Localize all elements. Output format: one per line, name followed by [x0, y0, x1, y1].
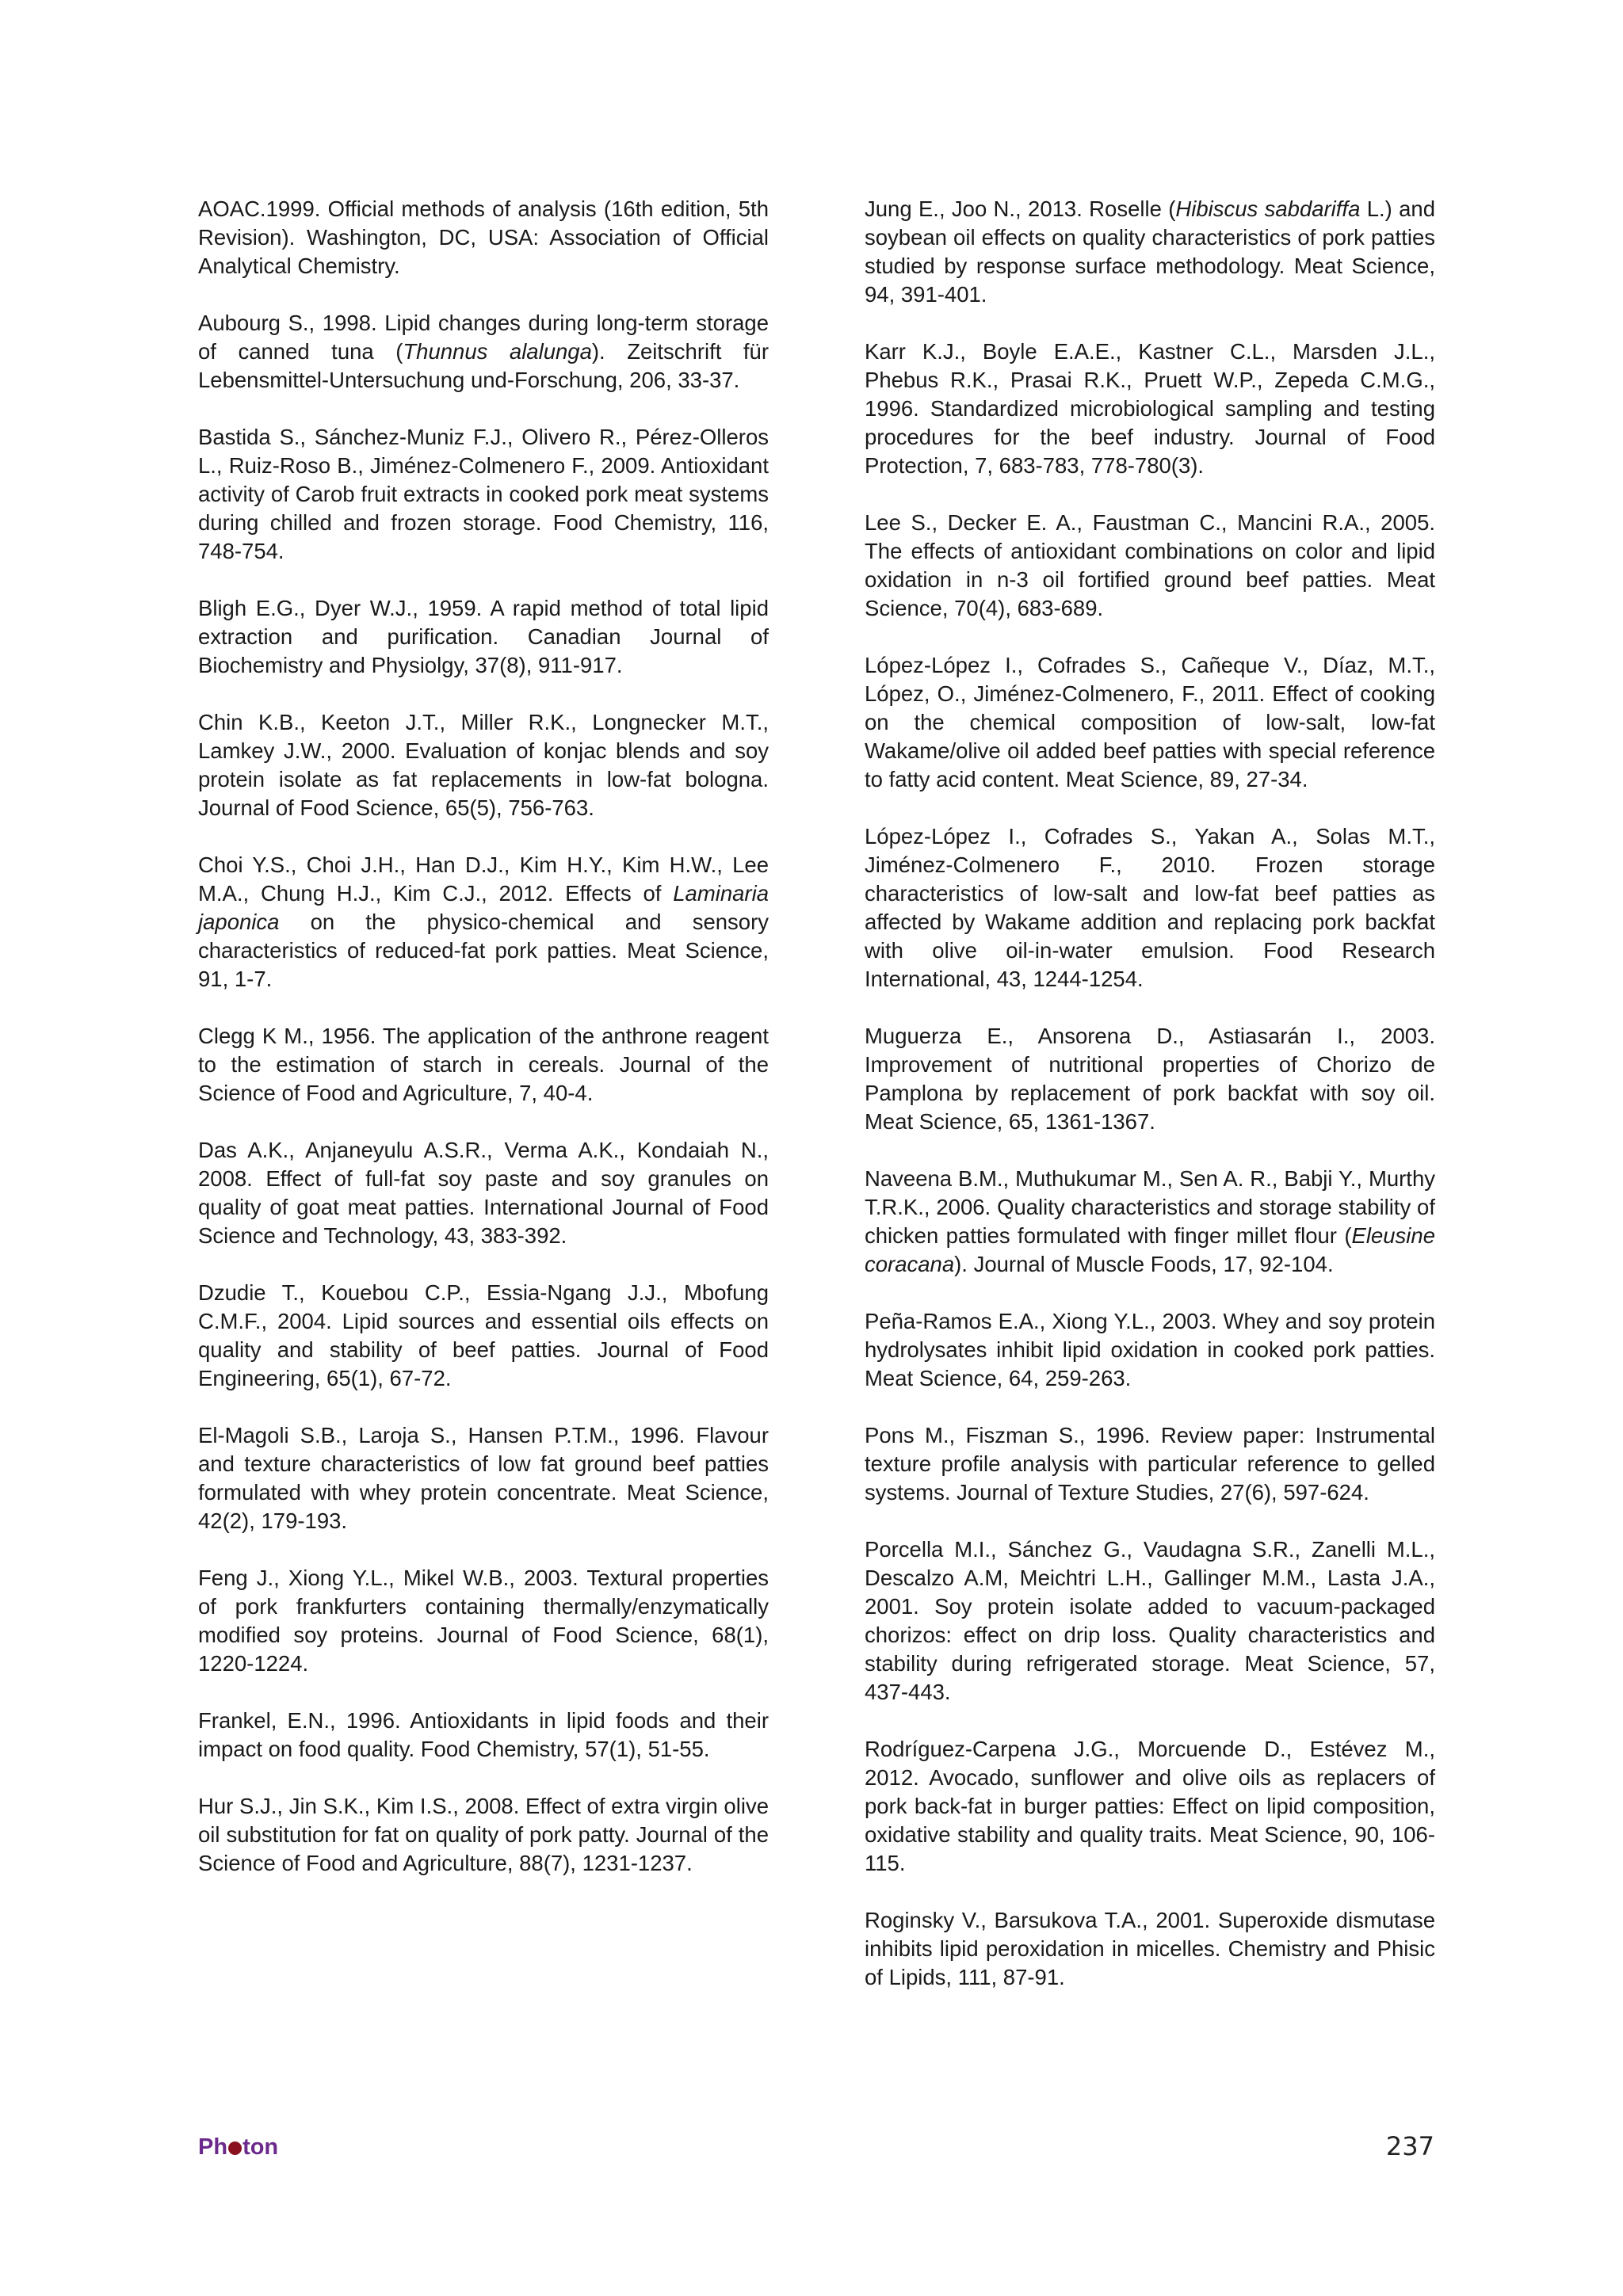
reference-entry: [865, 195, 1435, 309]
reference-text: Feng J., Xiong Y.L., Mikel W.B., 2003. Textural properties of pork frankfurters containing thermally/enzymatically modified soy proteins. Journal of Food Science, 68(1), 1220-1224.: [198, 1566, 769, 1676]
reference-text: Jung E., Joo N., 2013. Roselle (: [865, 196, 1176, 221]
reference-text: Muguerza E., Ansorena D., Astiasarán I., 2003. Improvement of nutritional properties of Chorizo de Pamplona by replacement of pork backfat with soy oil. Meat Science, 65, 1361-1367.: [865, 1024, 1435, 1134]
reference-italic-text: Thunnus alalunga: [403, 339, 592, 364]
reference-italic-text: Hibiscus sabdariffa: [1175, 196, 1361, 221]
reference-text: Frankel, E.N., 1996. Antioxidants in lipid foods and their impact on food quality. Food Chemistry, 57(1), 51-55.: [198, 1708, 769, 1761]
reference-text: Choi Y.S., Choi J.H., Han D.J., Kim H.Y., Kim H.W., Lee M.A., Chung H.J., Kim C.J., 2012. Effects of: [198, 852, 769, 906]
journal-logo: [198, 2134, 278, 2161]
reference-entry: [198, 1421, 769, 1535]
references-left-column: [198, 195, 769, 1906]
reference-text: Hur S.J., Jin S.K., Kim I.S., 2008. Effect of extra virgin olive oil substitution for fat on quality of pork patty. Journal of the Science of Food and Agriculture, 88(7), 1231-1237.: [198, 1794, 769, 1875]
reference-text: Das A.K., Anjaneyulu A.S.R., Verma A.K., Kondaiah N., 2008. Effect of full-fat soy paste and soy granules on quality of goat meat patties. International Journal of Food Science and Technology, 43, 383-392.: [198, 1138, 769, 1248]
reference-italic-text: Laminaria japonica: [198, 881, 769, 934]
reference-text: Peña-Ramos E.A., Xiong Y.L., 2003. Whey and soy protein hydrolysates inhibit lipid oxidation in cooked pork patties. Meat Science, 64, 259-263.: [865, 1309, 1435, 1390]
reference-text: Roginsky V., Barsukova T.A., 2001. Superoxide dismutase inhibits lipid peroxidation in micelles. Chemistry and Phisic of Lipids, 111, 87-91.: [865, 1908, 1435, 1989]
reference-text: ). Zeitschrift für Lebensmittel-Untersuchung und-Forschung, 206, 33-37.: [198, 339, 769, 392]
reference-entry: [865, 509, 1435, 623]
reference-text: Bligh E.G., Dyer W.J., 1959. A rapid method of total lipid extraction and purification. Canadian Journal of Biochemistry and Physiolgy, 37(8), 911-917.: [198, 596, 769, 677]
reference-text: Porcella M.I., Sánchez G., Vaudagna S.R., Zanelli M.L., Descalzo A.M, Meichtri L.H., Gallinger M.M., Lasta J.A., 2001. Soy protein isolate added to vacuum-packaged chorizos: effect on drip loss. Quality characteristics and stability during refrigerated storage. Meat Science, 57, 437-443.: [865, 1537, 1435, 1704]
reference-entry: [865, 1421, 1435, 1507]
reference-text: Chin K.B., Keeton J.T., Miller R.K., Longnecker M.T., Lamkey J.W., 2000. Evaluation of konjac blends and soy protein isolate as fat replacements in low-fat bologna. Journal of Food Science, 65(5), 756-763.: [198, 710, 769, 820]
reference-entry: [198, 1279, 769, 1393]
reference-text: on the physico-chemical and sensory characteristics of reduced-fat pork patties. Meat Science, 91, 1-7.: [198, 910, 769, 991]
reference-entry: [198, 1792, 769, 1878]
reference-entry: [198, 594, 769, 680]
reference-text: López-López I., Cofrades S., Yakan A., Solas M.T., Jiménez-Colmenero F., 2010. Frozen storage characteristics of low-salt and low-fat beef patties as affected by Wakame addition and replacing pork backfat with olive oil-in-water emulsion. Food Research International, 43, 1244-1254.: [865, 824, 1435, 991]
reference-entry: [198, 423, 769, 566]
reference-text: Bastida S., Sánchez-Muniz F.J., Olivero R., Pérez-Olleros L., Ruiz-Roso B., Jiménez-Colmenero F., 2009. Antioxidant activity of Carob fruit extracts in cooked pork meat systems during chilled and frozen storage. Food Chemistry, 116, 748-754.: [198, 425, 769, 563]
reference-entry: [865, 1535, 1435, 1707]
reference-text: Rodríguez-Carpena J.G., Morcuende D., Estévez M., 2012. Avocado, sunflower and olive oils as replacers of pork back-fat in burger patties: Effect on lipid composition, oxidative stability and quality traits. Meat Science, 90, 106-115.: [865, 1737, 1435, 1875]
reference-entry: [198, 708, 769, 822]
reference-text: Aubourg S., 1998. Lipid changes during long-term storage of canned tuna (: [198, 311, 769, 364]
reference-entry: [865, 822, 1435, 994]
reference-text: Pons M., Fiszman S., 1996. Review paper: Instrumental texture profile analysis with particular reference to gelled systems. Journal of Texture Studies, 27(6), 597-624.: [865, 1423, 1435, 1505]
reference-text: Lee S., Decker E. A., Faustman C., Mancini R.A., 2005. The effects of antioxidant combinations on color and lipid oxidation in n-3 oil fortified ground beef patties. Meat Science, 70(4), 683-689.: [865, 510, 1435, 620]
reference-text: Dzudie T., Kouebou C.P., Essia-Ngang J.J., Mbofung C.M.F., 2004. Lipid sources and essential oils effects on quality and stability of beef patties. Journal of Food Engineering, 65(1), 67-72.: [198, 1280, 769, 1390]
reference-italic-text: Eleusine coracana: [865, 1223, 1435, 1276]
reference-entry: [198, 195, 769, 280]
page-number: 237: [1385, 2131, 1434, 2161]
reference-text: Clegg K M., 1956. The application of the anthrone reagent to the estimation of starch in cereals. Journal of the Science of Food and Agriculture, 7, 40-4.: [198, 1024, 769, 1105]
logo-dot-icon: [228, 2142, 242, 2155]
reference-entry: [198, 1136, 769, 1250]
logo-text-start: Ph: [198, 2134, 228, 2160]
logo-text-end: ton: [242, 2134, 279, 2160]
reference-text: López-López I., Cofrades S., Cañeque V., Díaz, M.T., López, O., Jiménez-Colmenero, F., 2011. Effect of cooking on the chemical composition of low-salt, low-fat Wakame/olive oil added beef patties with special reference to fatty acid content. Meat Science, 89, 27-34.: [865, 653, 1435, 791]
reference-entry: [198, 1707, 769, 1764]
reference-entry: [865, 338, 1435, 480]
reference-entry: [198, 309, 769, 395]
reference-text: Naveena B.M., Muthukumar M., Sen A. R., Babji Y., Murthy T.R.K., 2006. Quality characteristics and storage stability of chicken patties formulated with finger millet flour (: [865, 1166, 1435, 1248]
reference-entry: [865, 1022, 1435, 1136]
reference-entry: [198, 1564, 769, 1678]
reference-entry: [865, 1906, 1435, 1992]
references-right-column: [865, 195, 1435, 2020]
reference-entry: [865, 1165, 1435, 1279]
reference-entry: [198, 851, 769, 994]
reference-text: ). Journal of Muscle Foods, 17, 92-104.: [954, 1252, 1334, 1276]
reference-entry: [865, 651, 1435, 794]
reference-entry: [865, 1307, 1435, 1393]
reference-text: L.) and soybean oil effects on quality characteristics of pork patties studied by response surface methodology. Meat Science, 94, 391-401.: [865, 196, 1435, 307]
reference-entry: [865, 1735, 1435, 1878]
reference-text: AOAC.1999. Official methods of analysis (16th edition, 5th Revision). Washington, DC, USA: Association of Official Analytical Chemistry.: [198, 196, 769, 278]
reference-text: El-Magoli S.B., Laroja S., Hansen P.T.M., 1996. Flavour and texture characteristics of low fat ground beef patties formulated with whey protein concentrate. Meat Science, 42(2), 179-193.: [198, 1423, 769, 1533]
reference-text: Karr K.J., Boyle E.A.E., Kastner C.L., Marsden J.L., Phebus R.K., Prasai R.K., Pruett W.P., Zepeda C.M.G., 1996. Standardized microbiological sampling and testing procedures for the beef industry. Journal of Food Protection, 7, 683-783, 778-780(3).: [865, 339, 1435, 478]
reference-entry: [198, 1022, 769, 1108]
